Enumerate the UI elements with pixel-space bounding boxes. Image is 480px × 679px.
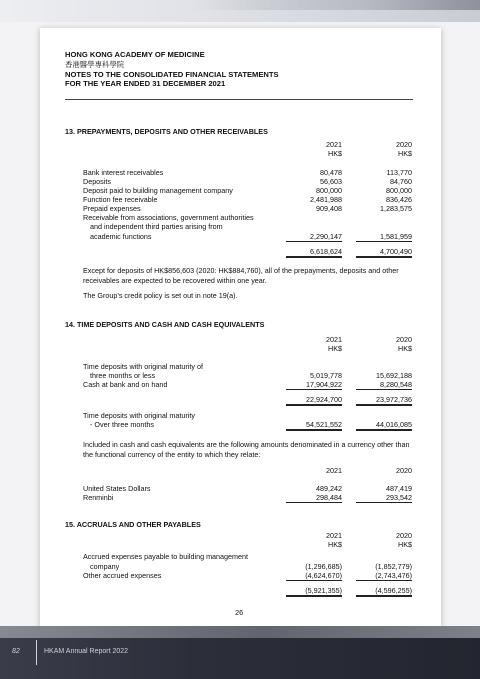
note14-td-2021: 5,019,778 [310, 371, 342, 380]
note13-row-2021: 2,481,988 [310, 195, 342, 204]
note13-row-label: Bank interest receivables [83, 168, 164, 177]
note15-title: 15. ACCRUALS AND OTHER PAYABLES [65, 520, 201, 529]
page-number: 26 [235, 608, 244, 617]
note13-row-2020: 836,426 [386, 195, 412, 204]
note14-cur-2020: 293,542 [356, 493, 412, 503]
note15-total-2020: (4,596,255) [356, 586, 412, 597]
footer-band [0, 626, 480, 638]
note13-total-2021: 6,618,624 [286, 247, 342, 258]
note14-cur-2021: 298,484 [286, 493, 342, 503]
note13-row-2020: 113,770 [386, 168, 412, 177]
note13-assoc-2021: 2,290,147 [286, 232, 342, 242]
note13-row-2021: 909,408 [316, 204, 342, 213]
note13-row-label: Deposits [83, 177, 111, 186]
org-name-en: HONG KONG ACADEMY OF MEDICINE [65, 50, 205, 59]
note14-cur-label: Renminbi [83, 493, 114, 502]
note14-cash-2021: 17,904,922 [286, 380, 342, 390]
note14-cur-col-2021: 2021 [326, 466, 342, 475]
note15-acc-label-2: company [90, 562, 120, 571]
note14-col-2020: 2020 [396, 335, 412, 344]
note14-cur-col-2020: 2020 [396, 466, 412, 475]
note13-paragraph: Except for deposits of HK$856,603 (2020: HK$884,760), all of the prepayments, deposits and other receivables are expected to be recovered within one year. [83, 266, 399, 285]
note14-title: 14. TIME DEPOSITS AND CASH AND CASH EQUIVALENTS [65, 320, 265, 329]
note13-row-label: Function fee receivable [83, 195, 158, 204]
note14-over-2021: 54,521,552 [286, 420, 342, 431]
note14-over-label-1: Time deposits with original maturity [83, 411, 195, 420]
footer-divider [36, 640, 37, 665]
note13-row-2021: 80,478 [320, 168, 342, 177]
note14-td-2020: 15,692,188 [376, 371, 412, 380]
note13-assoc-label-2: and independent third parties arising from [90, 222, 223, 231]
note13-assoc-label-3: academic functions [90, 232, 152, 241]
note13-row-2021: 56,603 [320, 177, 342, 186]
note13-unit-2021: HK$ [328, 149, 342, 158]
org-name-zh: 香港醫學專科學院 [65, 60, 125, 69]
note13-total-2020: 4,700,490 [356, 247, 412, 258]
note13-unit-2020: HK$ [398, 149, 412, 158]
note13-assoc-2020: 1,581,959 [356, 232, 412, 242]
document-page [40, 28, 441, 628]
note14-cash-label: Cash at bank and on hand [83, 380, 168, 389]
note13-row-label: Prepaid expenses [83, 204, 141, 213]
note15-other-2020: (2,743,476) [356, 571, 412, 581]
note13-row-2020: 800,000 [386, 186, 412, 195]
note13-assoc-label-1: Receivable from associations, government authorities [83, 213, 254, 222]
note15-col-2020: 2020 [396, 531, 412, 540]
note13-row-2020: 84,760 [390, 177, 412, 186]
header-rule [65, 99, 413, 100]
note14-cur-label: United States Dollars [83, 484, 151, 493]
note15-col-2021: 2021 [326, 531, 342, 540]
note13-row-2020: 1,283,575 [380, 204, 412, 213]
note13-row-2021: 800,000 [316, 186, 342, 195]
note15-other-2021: (4,624,670) [286, 571, 342, 581]
note14-subtotal-2020: 23,972,736 [356, 395, 412, 406]
footer-page-number: 82 [12, 648, 20, 655]
note15-unit-2021: HK$ [328, 540, 342, 549]
note13-credit-policy: The Group’s credit policy is set out in note 19(a). [83, 291, 238, 300]
footer-report-title: HKAM Annual Report 2022 [44, 648, 129, 655]
note15-acc-label-1: Accrued expenses payable to building management [83, 552, 249, 561]
note14-over-label-2: - Over three months [90, 420, 154, 429]
note13-col-2020: 2020 [396, 140, 412, 149]
note13-col-2021: 2021 [326, 140, 342, 149]
note15-unit-2020: HK$ [398, 540, 412, 549]
note14-col-2021: 2021 [326, 335, 342, 344]
note14-td-label-1: Time deposits with original maturity of [83, 362, 203, 371]
note15-acc-2020: (1,852,779) [375, 562, 412, 571]
note14-unit-2020: HK$ [398, 344, 412, 353]
note14-over-2020: 44,016,085 [356, 420, 412, 431]
note14-paragraph: Included in cash and cash equivalents are the following amounts denominated in a currency other than the functional currency of the entity to which they relate: [83, 440, 410, 459]
top-banner [0, 0, 480, 22]
note14-cash-2020: 8,280,548 [356, 380, 412, 390]
note15-total-2021: (5,921,355) [286, 586, 342, 597]
note13-row-label: Deposit paid to building management company [83, 186, 233, 195]
top-banner-stripe [190, 0, 480, 10]
note14-td-label-2: three months or less [90, 371, 156, 380]
note15-other-label: Other accrued expenses [83, 571, 162, 580]
note14-cur-2020: 487,419 [386, 484, 412, 493]
note14-subtotal-2021: 22,924,700 [286, 395, 342, 406]
note13-title: 13. PREPAYMENTS, DEPOSITS AND OTHER RECEIVABLES [65, 127, 268, 136]
note15-acc-2021: (1,296,685) [305, 562, 342, 571]
note14-cur-2021: 489,242 [316, 484, 342, 493]
notes-title: NOTES TO THE CONSOLIDATED FINANCIAL STATEMENTS [65, 70, 279, 79]
note14-unit-2021: HK$ [328, 344, 342, 353]
period-title: FOR THE YEAR ENDED 31 DECEMBER 2021 [65, 79, 226, 88]
